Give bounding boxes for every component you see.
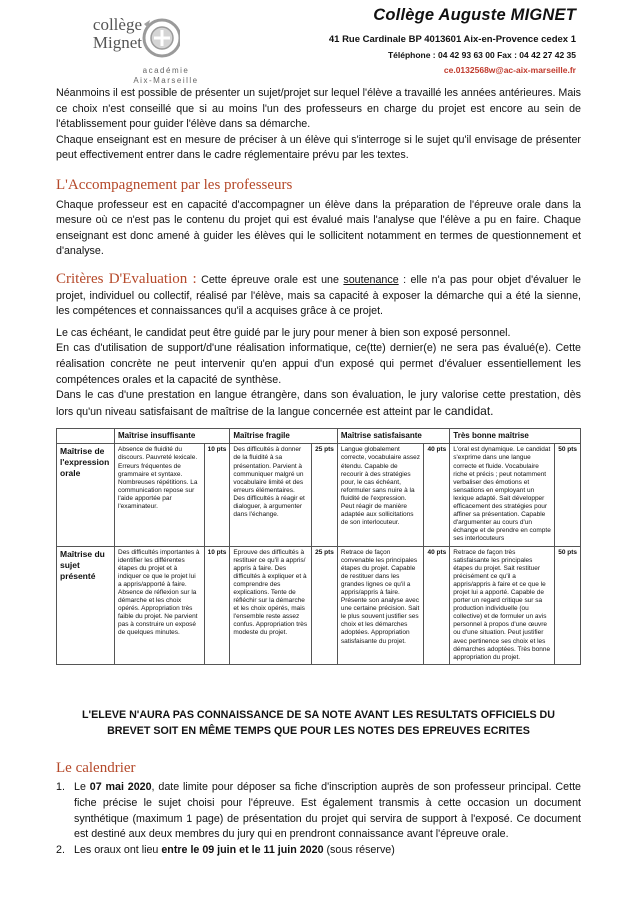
criteres-heading: Critères D'Evaluation : bbox=[56, 270, 197, 287]
grid-header-fragile: Maîtrise fragile bbox=[230, 429, 338, 444]
table-cell: Des difficultés à donner de la fluidité à sa présentation. Parvient à communiquer malgré un vocabulaire limité et des erreurs élémentaires. Des difficultés à réagir et dialoguer, à argumenter dans l'échange. bbox=[230, 444, 312, 546]
evaluation-grid bbox=[56, 428, 581, 665]
points-cell: 10 pts bbox=[204, 444, 230, 546]
table-cell: L'oral est dynamique. Le candidat s'exprime dans une langue correcte et fluide. Vocabulaire riche et précis ; peut notamment verbaliser des émotions et sensations en employant un lexique adapté. Sait développer efficacement des stratégies pour affiner sa présentation. Capable d'argumenter au cours d'un échange et de prendre en compte ses interlocuteurs bbox=[450, 444, 555, 546]
table-row bbox=[57, 444, 581, 546]
table-row bbox=[57, 546, 581, 664]
intro-paragraph-2: Chaque enseignant est en mesure de préciser à un élève qui s'interroge si le sujet qu'il envisage de présenter peut effectivement entrer dans le cadre réglementaire prévu par les textes. bbox=[56, 133, 581, 162]
points-cell: 50 pts bbox=[555, 546, 581, 664]
grid-header-tres-bonne: Très bonne maîtrise bbox=[450, 429, 581, 444]
table-cell: Des difficultés importantes à identifier les différentes étapes du projet et à indiquer ce que le projet lui a appris/apporté à faire. Absence de réflexion sur la démarche et les choix opérés. Appropriation très faible du projet. Ne parvient pas à construire un exposé de quelques minutes. bbox=[115, 546, 205, 664]
logo-sub2: Aix-Marseille bbox=[133, 76, 199, 85]
points-cell: 25 pts bbox=[312, 546, 338, 664]
table-cell: Retrace de façon très satisfaisante les principales étapes du projet. Sait restituer précisément ce qu'il a appris/appris à faire et ce que le projet lui a apporté. Capable de porter un regard critique sur sa production individuelle (ou collective) et de formuler un avis personnel à propos d'une œuvre ou d'une situation. Peut justifier avec pertinence ses choix et les démarches adoptées. Très bonne appropriation du projet. bbox=[450, 546, 555, 664]
grid-header-row bbox=[57, 429, 581, 444]
logo-line1: collège bbox=[92, 15, 142, 34]
school-phone: Téléphone : 04 42 93 63 00 Fax : 04 42 27 42 35 bbox=[387, 50, 576, 60]
criteres-paragraph-4: Dans le cas d'une prestation en langue étrangère, dans son évaluation, le jury valorise cette prestation, dès lors qu'un niveau satisfaisant de maîtrise de la langue concernée est atteint par le candidat. bbox=[56, 389, 581, 418]
table-cell: Eprouve des difficultés à restituer ce qu'il a appris/ appris à faire. Des difficultés à expliquer et à comprendre des explications. Tente de réfléchir sur la démarche et les choix opérés, mais l'ensemble reste assez confus. Appropriation très modeste du projet. bbox=[230, 546, 312, 664]
page-content bbox=[56, 86, 581, 858]
school-logo bbox=[82, 8, 199, 88]
school-email[interactable]: ce.0132568w@ac-aix-marseille.fr bbox=[443, 65, 576, 75]
page-header bbox=[0, 0, 638, 100]
grid-header-satisfaisante: Maîtrise satisfaisante bbox=[337, 429, 449, 444]
notice-line-1: L'ELEVE N'AURA PAS CONNAISSANCE DE SA NOTE AVANT LES RESULTATS OFFICIELS DU bbox=[82, 708, 555, 721]
points-cell: 40 pts bbox=[424, 546, 450, 664]
grid-header-insuffisante: Maîtrise insuffisante bbox=[115, 429, 230, 444]
calendrier-heading: Le calendrier bbox=[56, 759, 136, 776]
accompagnement-heading: L'Accompagnement par les professeurs bbox=[56, 176, 293, 193]
school-address: 41 Rue Cardinale BP 4013601 Aix-en-Provence cedex 1 bbox=[328, 34, 576, 45]
list-item: 1. Le 07 mai 2020, date limite pour déposer sa fiche d'inscription auprès de son professeur principal. Cette fiche précise le sujet choisi pour l'épreuve. Est également transmis à cette occasion un document synthétique (maximum 1 page) de présentation du projet qui servira de support à l'exposé. Ce document est destiné aux deux membres du jury qui en prendront connaissance avant l'épreuve orale. bbox=[56, 781, 581, 841]
grid-corner bbox=[57, 429, 115, 444]
school-name: Collège Auguste MIGNET bbox=[373, 6, 576, 24]
accompagnement-text: Chaque professeur est en capacité d'accompagner un élève dans la préparation de l'épreuve orale dans la mesure où ce n'est pas le contenu du projet qui est évalué mais l'analyse que l'élève a pu en faire. Chaque enseignant est donc amené à guider les élèves qui le sollicitent notamment en termes de questionnement et d'analyse. bbox=[56, 198, 581, 258]
row-label-sujet: Maîtrise du sujet présenté bbox=[57, 546, 115, 664]
logo-sub1: académie bbox=[142, 66, 190, 75]
marianne-emblem-icon bbox=[140, 14, 180, 66]
table-cell: Langue globalement correcte, vocabulaire assez étendu. Capable de recourir à des stratégies pour, le cas échéant, reformuler sans nuire à la fluidité de l'expression. Peut réagir de manière adaptée aux sollicitations de son interlocuteur. bbox=[337, 444, 424, 546]
table-cell: Absence de fluidité du discours. Pauvreté lexicale. Erreurs fréquentes de grammaire et syntaxe. Nombreuses répétitions. La communication repose sur l'aide apportée par l'examinateur. bbox=[115, 444, 205, 546]
points-cell: 10 pts bbox=[204, 546, 230, 664]
criteres-paragraph: Critères D'Evaluation : Cette épreuve orale est une soutenance : elle n'a pas pour objet d'évaluer le projet, individuel ou collectif, réalisé par l'élève, mais sa capacité à exposer la démarche qui a été la sienne, les compétences et connaissances qu'il a acquises grâce à ce projet. bbox=[56, 270, 581, 318]
points-cell: 50 pts bbox=[555, 444, 581, 546]
logo-line2: Mignet bbox=[92, 32, 142, 52]
criteres-paragraph-2: Le cas échéant, le candidat peut être guidé par le jury pour mener à bien son exposé personnel. bbox=[56, 326, 511, 339]
notice-line-2: BREVET SOIT EN MÊME TEMPS QUE POUR LES NOTES DES EPREUVES ECRITES bbox=[107, 724, 530, 737]
criteres-paragraph-3: En cas d'utilisation de support/d'une réalisation informatique, ce(tte) dernier(e) ne sera pas évalué(e). Cette réalisation concrète ne peut intervenir qu'en appui d'un exposé qui permet d'évaluer essentiellement les compétences orales et la capacité de synthèse. bbox=[56, 342, 581, 386]
results-notice bbox=[56, 707, 581, 739]
points-cell: 25 pts bbox=[312, 444, 338, 546]
soutenance-term: soutenance bbox=[343, 273, 399, 286]
row-label-expression: Maîtrise de l'expression orale bbox=[57, 444, 115, 546]
list-item: 2. Les oraux ont lieu entre le 09 juin et le 11 juin 2020 (sous réserve) bbox=[56, 843, 395, 856]
intro-paragraph-1: Néanmoins il est possible de présenter un sujet/projet sur lequel l'élève a travaillé les années antérieures. Mais ce choix n'est conseillé que si au moins l'un des professeurs en charge du projet est encore au sein de l'établissement pour guider l'élève dans sa démarche. bbox=[56, 87, 581, 131]
table-cell: Retrace de façon convenable les principales étapes du projet. Capable de restituer dans les grandes lignes ce qu'il a appris/appris à faire. Présente son analyse avec une certaine précision. Sait le plus souvent justifier ses choix et les démarches adoptées. Appropriation satisfaisante du projet. bbox=[337, 546, 424, 664]
calendrier-list bbox=[56, 780, 581, 858]
school-info bbox=[329, 6, 576, 75]
points-cell: 40 pts bbox=[424, 444, 450, 546]
